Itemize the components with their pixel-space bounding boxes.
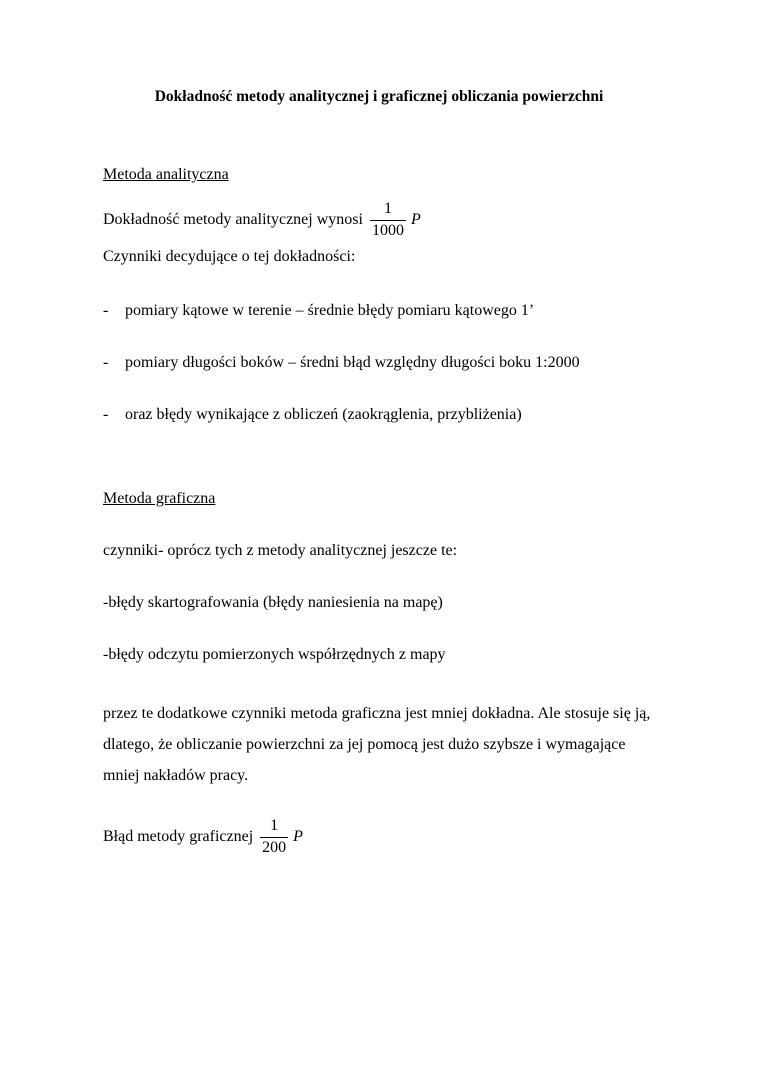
factor-calculation-errors: oraz błędy wynikające z obliczeń (zaokrąglenia, przybliżenia) [125,406,522,423]
list-item [103,302,655,320]
section-heading-analytical: Metoda analityczna [103,166,229,183]
graphic-factors-intro: czynniki- oprócz tych z metody analitycznej jeszcze te: [103,542,458,559]
bullet-dash: - [103,302,109,319]
list-item [103,354,655,372]
fraction-denominator: 1000 [371,221,404,239]
graphic-error-prefix: Błąd metody graficznej [103,828,254,845]
fraction-1-1000 [370,200,406,240]
bullet-dash: - [103,406,109,423]
graphic-method-paragraph: przez te dodatkowe czynniki metoda graficzna jest mniej dokładna. Ale stosuje się ją, dlatego, że obliczanie powierzchni za jej pomocą jest dużo szybsze i wymagające mniej nakładów pracy. [103,705,651,784]
fraction-denominator: 200 [262,838,287,856]
section-heading-graphic: Metoda graficzna [103,490,216,507]
graphic-error-formula [103,815,655,859]
analytical-accuracy-formula [103,198,655,242]
variable-p: P [410,211,421,228]
variable-p: P [293,828,303,845]
fraction-1-200 [260,817,288,857]
graphic-factor-cartography-errors: -błędy skartografowania (błędy naniesienia na mapę) [103,594,443,611]
factors-list [103,302,655,424]
document-title: Dokładność metody analitycznej i graficznej obliczania powierzchni [154,88,604,105]
analytical-accuracy-prefix: Dokładność metody analitycznej wynosi [103,211,363,228]
fraction-numerator: 1 [260,817,288,837]
factors-intro: Czynniki decydujące o tej dokładności: [103,248,356,265]
bullet-dash: - [103,354,109,371]
fraction-numerator: 1 [370,200,406,220]
factor-side-lengths: pomiary długości boków – średni błąd względny długości boku 1:2000 [125,354,580,371]
list-item [103,406,655,424]
graphic-factor-readout-errors: -błędy odczytu pomierzonych współrzędnych z mapy [103,646,446,663]
factor-angular-measurements: pomiary kątowe w terenie – średnie błędy pomiaru kątowego 1’ [125,302,535,319]
